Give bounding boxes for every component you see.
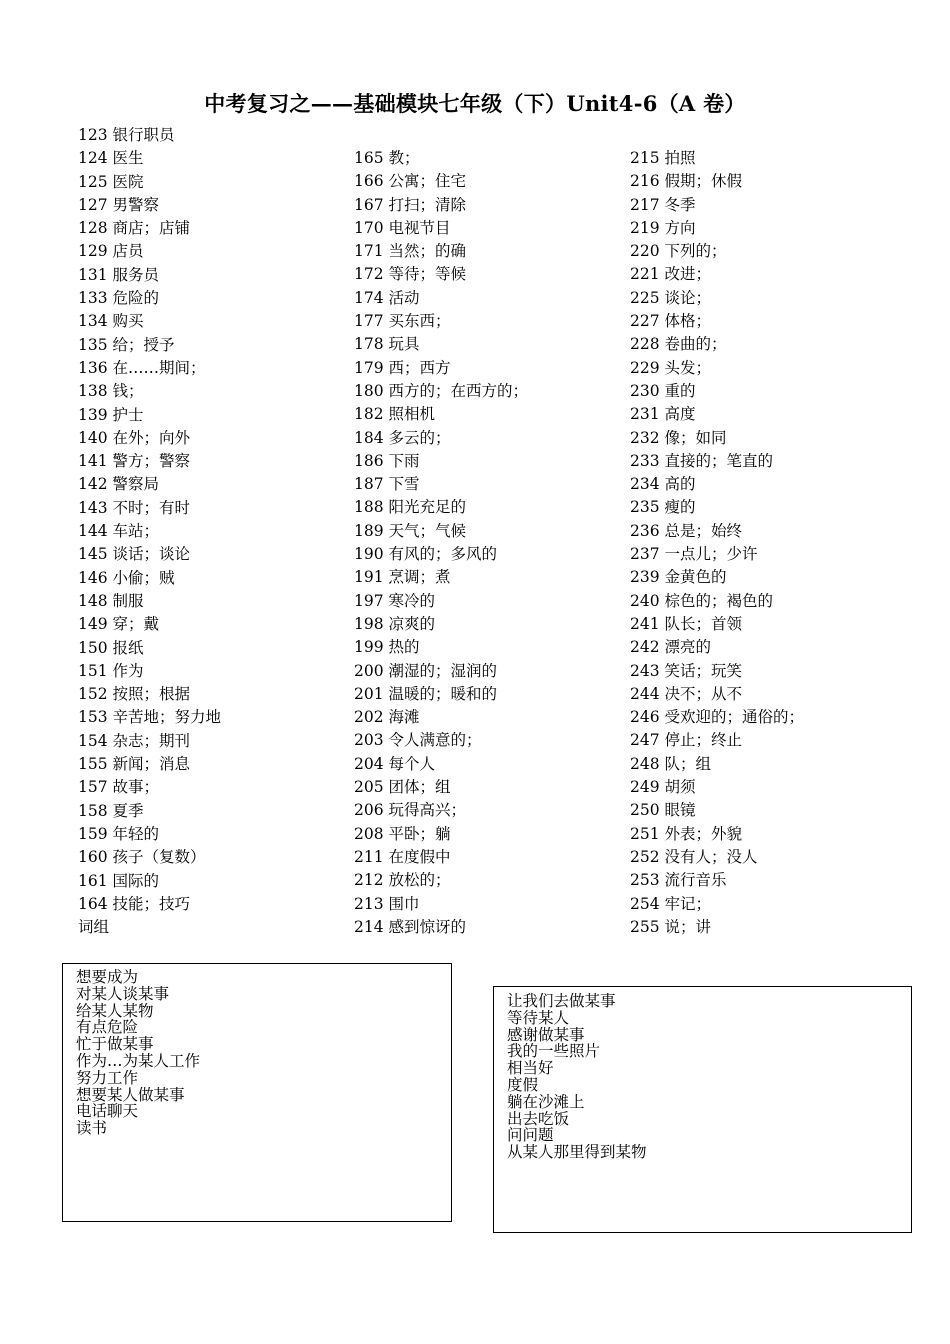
vocab-item: 189 天气；气候 — [354, 521, 467, 540]
vocab-item: 139 护士 — [78, 405, 144, 424]
phrase-item: 有点危险 — [76, 1018, 139, 1037]
vocab-item: 151 作为 — [78, 661, 144, 680]
vocab-item: 177 买东西； — [354, 312, 451, 331]
vocab-item: 149 穿；戴 — [78, 615, 160, 634]
vocab-item: 200 潮湿的；湿润的 — [354, 661, 498, 680]
vocab-item: 159 年轻的 — [78, 824, 160, 843]
vocab-item: 170 电视节目 — [354, 218, 451, 237]
phrase-item: 想要成为 — [76, 968, 139, 986]
phrase-box-right — [493, 986, 912, 1233]
vocab-item: 204 每个人 — [354, 754, 436, 773]
vocab-item: 205 团体；组 — [354, 778, 451, 797]
phrase-item: 作为…为某人工作 — [76, 1051, 201, 1070]
vocab-item: 198 凉爽的 — [354, 614, 436, 633]
vocab-item: 136 在……期间； — [78, 358, 206, 377]
vocab-item: 213 围巾 — [354, 894, 420, 913]
vocab-item: 240 棕色的；褐色的 — [630, 591, 774, 610]
vocab-item: 243 笑话；玩笑 — [630, 661, 743, 680]
phrase-item: 出去吃饭 — [507, 1109, 570, 1128]
vocab-item: 179 西；西方 — [354, 358, 451, 377]
vocab-column-1 — [78, 124, 221, 939]
vocab-item: 172 等待；等候 — [354, 265, 467, 284]
vocab-item: 244 决不；从不 — [630, 684, 743, 703]
vocab-item: 227 体格； — [630, 312, 712, 331]
vocab-item: 124 医生 — [78, 149, 144, 168]
vocab-item: 211 在度假中 — [354, 847, 451, 866]
vocab-item: 131 服务员 — [78, 265, 160, 284]
vocab-item: 248 队；组 — [630, 754, 712, 773]
vocab-item: 199 热的 — [354, 638, 420, 657]
vocab-item: 206 玩得高兴； — [354, 801, 467, 820]
vocab-item: 150 报纸 — [78, 638, 144, 657]
vocab-item: 253 流行音乐 — [630, 871, 727, 890]
vocab-item: 182 照相机 — [354, 405, 436, 424]
vocab-item: 138 钱； — [78, 382, 144, 401]
vocab-item: 249 胡须 — [630, 778, 696, 797]
vocab-item: 201 温暖的；暖和的 — [354, 684, 498, 703]
phrase-item: 忙于做某事 — [76, 1035, 154, 1054]
vocab-item: 229 头发； — [630, 358, 712, 377]
vocab-item: 190 有风的；多风的 — [354, 545, 498, 564]
vocab-item: 231 高度 — [630, 405, 696, 424]
vocab-column-3 — [630, 147, 804, 939]
vocab-item: 241 队长；首领 — [630, 614, 743, 633]
vocab-item: 146 小偷；贼 — [78, 568, 175, 587]
phrase-item: 对某人谈某事 — [76, 984, 170, 1003]
vocab-item: 164 技能；技巧 — [78, 894, 191, 913]
vocab-item: 174 活动 — [354, 288, 420, 307]
vocab-item: 235 瘦的 — [630, 498, 696, 517]
vocab-item: 140 在外；向外 — [78, 428, 191, 447]
vocab-item: 180 西方的；在西方的； — [354, 381, 529, 400]
vocab-item: 143 不时；有时 — [78, 498, 191, 517]
vocab-item: 247 停止；终止 — [630, 731, 743, 750]
phrase-item: 电话聊天 — [76, 1102, 139, 1121]
vocab-item: 123 银行职员 — [78, 126, 175, 144]
vocab-item: 157 故事； — [78, 778, 160, 797]
vocab-item: 191 烹调；煮 — [354, 568, 451, 587]
vocab-item: 128 商店；店铺 — [78, 219, 191, 238]
vocab-item: 217 冬季 — [630, 195, 696, 214]
vocab-item: 225 谈论； — [630, 288, 712, 307]
vocab-column-2 — [354, 147, 528, 939]
vocab-item: 230 重的 — [630, 381, 696, 400]
vocab-item: 145 谈话；谈论 — [78, 545, 191, 564]
vocab-item: 125 医院 — [78, 172, 144, 191]
phrase-item: 我的一些照片 — [507, 1042, 601, 1061]
vocab-item: 208 平卧；躺 — [354, 824, 451, 843]
phrase-list-right — [494, 987, 911, 1161]
phrase-item: 努力工作 — [76, 1068, 139, 1087]
vocab-item: 166 公寓；住宅 — [354, 172, 467, 191]
phrase-item: 相当好 — [507, 1059, 554, 1078]
vocab-item: 250 眼镜 — [630, 801, 696, 820]
phrase-item: 问问题 — [507, 1126, 554, 1145]
vocab-item: 254 牢记； — [630, 894, 712, 913]
vocab-item: 220 下列的； — [630, 242, 727, 261]
vocab-item: 221 改进； — [630, 265, 712, 284]
vocab-item: 135 给；授予 — [78, 335, 175, 354]
vocab-item: 158 夏季 — [78, 801, 144, 820]
page-title: 中考复习之——基础模块七年级（下）Unit4-6（A 卷） — [204, 91, 746, 116]
vocab-item: 203 令人满意的； — [354, 731, 482, 750]
vocab-item: 148 制服 — [78, 591, 144, 610]
vocab-item: 197 寒冷的 — [354, 591, 436, 610]
vocab-item: 词组 — [78, 918, 110, 937]
vocab-item: 252 没有人；没人 — [630, 847, 758, 866]
vocab-item: 255 说；讲 — [630, 917, 712, 936]
vocab-item: 215 拍照 — [630, 149, 696, 167]
phrase-item: 从某人那里得到某物 — [507, 1143, 647, 1162]
phrase-item: 让我们去做某事 — [507, 992, 616, 1010]
vocab-item: 153 辛苦地；努力地 — [78, 708, 222, 727]
vocab-item: 127 男警察 — [78, 195, 160, 214]
vocab-item: 141 警方；警察 — [78, 452, 191, 471]
vocab-item: 202 海滩 — [354, 708, 420, 727]
vocab-item: 228 卷曲的； — [630, 335, 727, 354]
vocab-item: 134 购买 — [78, 312, 144, 331]
phrase-item: 给某人某物 — [76, 1001, 154, 1020]
vocab-item: 233 直接的；笔直的 — [630, 451, 774, 470]
vocab-item: 239 金黄色的 — [630, 568, 727, 587]
vocab-item: 251 外表；外貌 — [630, 824, 743, 843]
vocab-item: 152 按照；根据 — [78, 685, 191, 704]
vocab-item: 216 假期；休假 — [630, 172, 743, 191]
vocab-item: 165 教； — [354, 149, 420, 167]
vocab-item: 232 像；如同 — [630, 428, 727, 447]
phrase-item: 读书 — [76, 1119, 108, 1138]
phrase-item: 度假 — [507, 1075, 539, 1094]
vocab-item: 160 孩子（复数） — [78, 848, 206, 867]
vocab-item: 178 玩具 — [354, 335, 420, 354]
vocab-item: 219 方向 — [630, 218, 696, 237]
vocab-item: 161 国际的 — [78, 871, 160, 890]
vocab-item: 142 警察局 — [78, 475, 160, 494]
vocab-item: 242 漂亮的 — [630, 638, 712, 657]
vocab-item: 144 车站； — [78, 522, 160, 541]
vocab-item: 184 多云的； — [354, 428, 451, 447]
vocab-item: 214 感到惊讶的 — [354, 917, 467, 936]
phrase-item: 感谢做某事 — [507, 1025, 585, 1044]
vocab-item: 167 打扫；清除 — [354, 195, 467, 214]
vocab-item: 133 危险的 — [78, 289, 160, 308]
phrase-box-left — [62, 963, 452, 1222]
phrase-item: 躺在沙滩上 — [507, 1092, 585, 1111]
phrase-list-left — [63, 964, 451, 1137]
phrase-item: 想要某人做某事 — [76, 1085, 185, 1104]
vocab-item: 154 杂志；期刊 — [78, 731, 191, 750]
vocab-item: 187 下雪 — [354, 475, 420, 494]
vocab-item: 236 总是；始终 — [630, 521, 743, 540]
vocab-item: 212 放松的； — [354, 871, 451, 890]
phrase-item: 等待某人 — [507, 1008, 570, 1027]
vocab-item: 171 当然；的确 — [354, 242, 467, 261]
vocab-item: 129 店员 — [78, 242, 144, 261]
vocab-item: 237 一点儿；少许 — [630, 545, 758, 564]
vocab-item: 234 高的 — [630, 475, 696, 494]
vocab-item: 188 阳光充足的 — [354, 498, 467, 517]
vocab-item: 155 新闻；消息 — [78, 755, 191, 774]
vocab-item: 246 受欢迎的；通俗的； — [630, 708, 805, 727]
vocab-item: 186 下雨 — [354, 451, 420, 470]
